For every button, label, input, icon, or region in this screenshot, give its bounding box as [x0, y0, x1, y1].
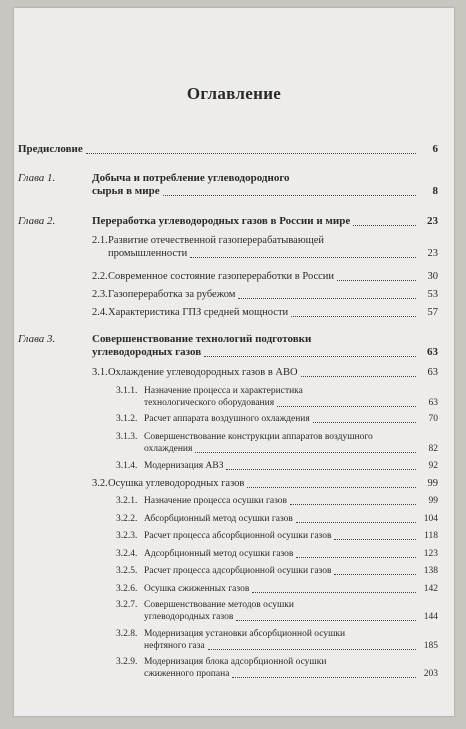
entry-title-line: Осушка углеводородных газов [108, 478, 245, 489]
entry-title-line: Модернизация блока адсорбционной осушки [144, 657, 327, 667]
entry-title-line: углеводородных газов [144, 612, 234, 622]
leader-dots [163, 195, 416, 196]
toc-entry[interactable] [14, 172, 454, 200]
toc-entry[interactable] [14, 215, 454, 230]
page-number: 118 [424, 531, 438, 541]
toc-entry[interactable] [14, 530, 454, 544]
leader-dots [277, 406, 416, 407]
entry-title-line: Назначение процесса осушки газов [144, 496, 288, 506]
entry-title-line: Газопереработка за рубежом [108, 289, 236, 300]
leader-dots [334, 539, 416, 540]
entry-title-line: охлаждения [144, 444, 193, 454]
leader-dots [296, 522, 416, 523]
page-number: 6 [432, 143, 438, 155]
leader-dots [290, 504, 416, 505]
entry-title-line: технологического оборудования [144, 398, 275, 408]
toc-entry[interactable] [14, 548, 454, 562]
leader-dots [247, 487, 416, 488]
chapter-label: Глава 1. [18, 172, 56, 184]
page-number: 138 [423, 566, 438, 576]
page-number: 23 [427, 248, 438, 259]
leader-dots [226, 469, 416, 470]
page-number: 144 [423, 612, 438, 622]
section-number: 2.4. [92, 307, 108, 318]
toc-entry[interactable] [14, 270, 454, 285]
chapter-label: Глава 2. [18, 215, 56, 227]
toc-entry[interactable] [14, 628, 454, 654]
leader-dots [296, 557, 416, 558]
toc-entry[interactable] [14, 495, 454, 509]
toc-entry[interactable] [14, 431, 454, 457]
entry-title-line: Расчет процесса абсорбционной осушки газов [144, 531, 332, 541]
page-number: 8 [432, 185, 438, 197]
page-number: 99 [428, 496, 438, 506]
leader-dots [190, 257, 416, 258]
section-number: 3.2.4. [116, 549, 138, 559]
entry-title-line: Расчет аппарата воздушного охлаждения [144, 414, 310, 424]
section-number: 3.2.1. [116, 496, 138, 506]
leader-dots [353, 225, 416, 226]
chapter-label: Глава 3. [18, 333, 56, 345]
entry-title-line: Назначение процесса и характеристика [144, 386, 303, 396]
entry-title-line: углеводородных газов [92, 346, 202, 358]
toc-entry[interactable] [14, 477, 454, 492]
page-number: 92 [428, 461, 438, 471]
entry-title-line: сырья в мире [92, 185, 160, 197]
leader-dots [238, 298, 416, 299]
leader-dots [313, 422, 416, 423]
entry-title-line: Абсорбционный метод осушки газов [144, 514, 293, 524]
entry-title-line: Переработка углеводородных газов в России и мире [92, 215, 351, 227]
page-number: 30 [427, 271, 438, 282]
section-number: 3.2. [92, 478, 108, 489]
leader-dots [232, 677, 416, 678]
section-number: 3.2.9. [116, 657, 138, 667]
section-number: 3.2.8. [116, 629, 138, 639]
entry-title-line: Добыча и потребление углеводородного [92, 172, 290, 184]
entry-title-line: Модернизация установки абсорбционной осушки [144, 629, 346, 639]
entry-title-line: Адсорбционный метод осушки газов [144, 549, 294, 559]
page-number: 63 [428, 398, 438, 408]
page-title: Оглавление [186, 84, 282, 103]
section-number: 3.2.3. [116, 531, 138, 541]
page-number: 53 [427, 289, 438, 300]
page-number: 63 [427, 367, 438, 378]
entry-title-line: Совершенствование технологий подготовки [92, 333, 312, 345]
page-number: 82 [428, 444, 438, 454]
leader-dots [301, 376, 416, 377]
leader-dots [208, 649, 416, 650]
entry-title-line: промышленности [108, 248, 188, 259]
toc-entry[interactable] [14, 333, 454, 361]
toc-entry[interactable] [14, 565, 454, 579]
section-number: 3.1.2. [116, 414, 138, 424]
entry-title-line: Современное состояние газопереработки в России [108, 271, 335, 282]
toc-entry[interactable] [14, 413, 454, 427]
section-number: 3.1.3. [116, 432, 138, 442]
section-number: 3.2.5. [116, 566, 138, 576]
toc-entry[interactable] [14, 306, 454, 321]
toc-entry[interactable] [14, 366, 454, 381]
entry-title-line: Осушка сжиженных газов [144, 584, 250, 594]
toc-entry[interactable] [14, 656, 454, 682]
book-page [14, 8, 454, 716]
leader-dots [252, 592, 416, 593]
leader-dots [236, 620, 416, 621]
section-number: 3.2.6. [116, 584, 138, 594]
entry-title-line: нефтяного газа [144, 641, 205, 651]
section-number: 3.1.1. [116, 386, 138, 396]
leader-dots [204, 356, 416, 357]
page-number: 203 [423, 669, 438, 679]
page-number: 57 [427, 307, 438, 318]
page-number: 142 [423, 584, 438, 594]
section-number: 3.1.4. [116, 461, 138, 471]
section-number: 3.2.2. [116, 514, 138, 524]
entry-title-line: Развитие отечественной газоперерабатывающей [108, 235, 325, 246]
page-number: 104 [423, 514, 438, 524]
entry-title-line: сжиженного пропана [144, 669, 230, 679]
toc-entry[interactable] [14, 583, 454, 597]
page-number: 185 [423, 641, 438, 651]
toc-entry[interactable] [14, 599, 454, 625]
leader-dots [195, 452, 416, 453]
toc-entry[interactable] [14, 513, 454, 527]
entry-title-line: Характеристика ГПЗ средней мощности [108, 307, 289, 318]
toc-entry[interactable] [14, 385, 454, 411]
leader-dots [86, 153, 416, 154]
leader-dots [334, 574, 416, 575]
entry-title-line: Модернизация АВЗ [144, 461, 224, 471]
section-number: 2.2. [92, 271, 108, 282]
toc-entry[interactable] [14, 143, 454, 158]
toc-entry[interactable] [14, 234, 454, 262]
toc-entry[interactable] [14, 288, 454, 303]
section-number: 2.3. [92, 289, 108, 300]
page-number: 99 [427, 478, 438, 489]
entry-title-line: Предисловие [18, 143, 83, 155]
entry-title-line: Охлаждение углеводородных газов в АВО [108, 367, 298, 378]
entry-title-line: Совершенствование методов осушки [144, 600, 294, 610]
section-number: 2.1. [92, 235, 108, 246]
entry-title-line: Совершенствование конструкции аппаратов воздушного [144, 432, 373, 442]
page-number: 70 [428, 414, 438, 424]
section-number: 3.1. [92, 367, 108, 378]
section-number: 3.2.7. [116, 600, 138, 610]
page-number: 123 [423, 549, 438, 559]
leader-dots [337, 280, 416, 281]
entry-title-line: Расчет процесса адсорбционной осушки газов [144, 566, 332, 576]
leader-dots [291, 316, 416, 317]
page-number: 63 [427, 346, 438, 358]
page-number: 23 [427, 215, 438, 227]
toc-entry[interactable] [14, 460, 454, 474]
